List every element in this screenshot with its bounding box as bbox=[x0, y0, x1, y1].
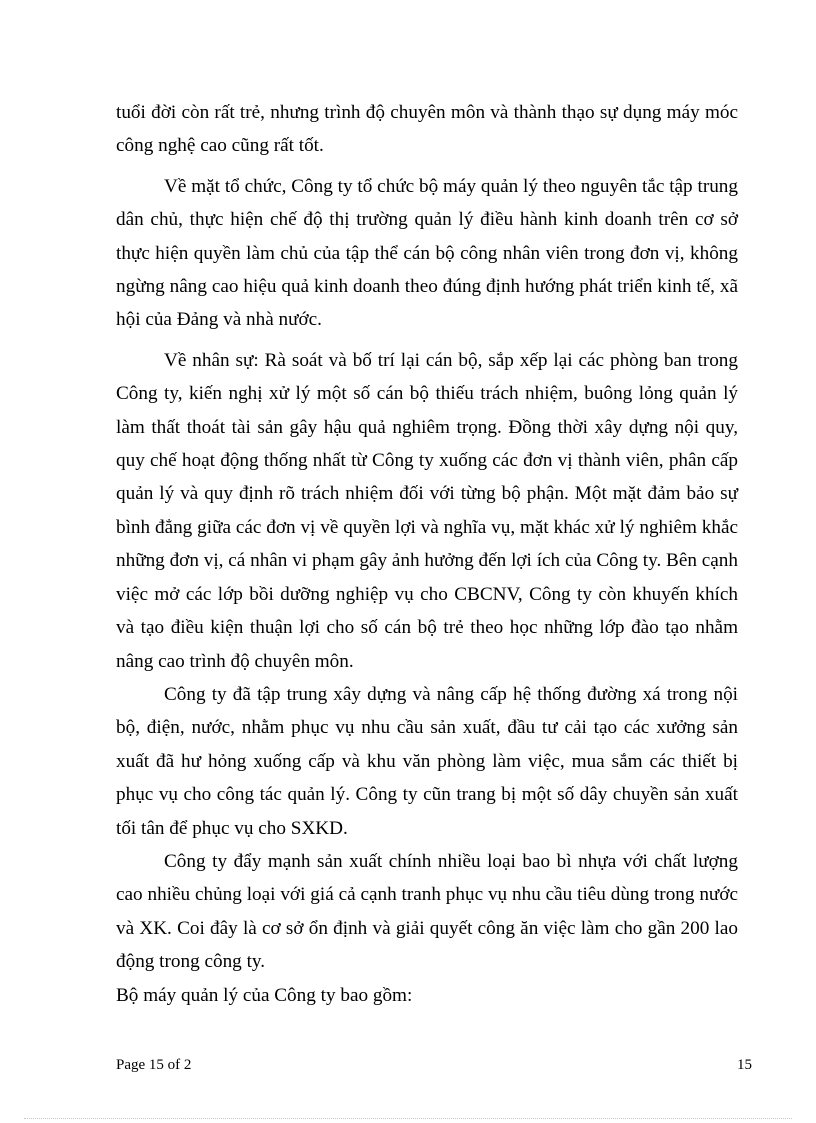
document-body bbox=[116, 96, 738, 1012]
paragraph-continuation: tuổi đời còn rất trẻ, nhưng trình độ chuyên môn và thành thạo sự dụng máy móc công nghệ cao cũng rất tốt. bbox=[116, 102, 738, 157]
paragraph-organization: Về mặt tổ chức, Công ty tổ chức bộ máy quản lý theo nguyên tắc tập trung dân chủ, thực hiện chế độ thị trường quản lý điều hành kinh doanh trên cơ sở thực hiện quyền làm chủ của tập thể cán bộ công nhân viên trong đơn vị, không ngừng nâng cao hiệu quả kinh doanh theo đúng định hướng phát triển kinh tế, xã hội của Đảng và nhà nước. bbox=[116, 175, 738, 331]
paragraph-personnel: Về nhân sự: Rà soát và bố trí lại cán bộ, sắp xếp lại các phòng ban trong Công ty, kiến nghị xử lý một số cán bộ thiếu trách nhiệm, buông lỏng quản lý làm thất thoát tài sản gây hậu quả nghiêm trọng. Đồng thời xây dựng nội quy, quy chế hoạt động thống nhất từ Công ty xuống các đơn vị thành viên, phân cấp quản lý và quy định rõ trách nhiệm đối với từng bộ phận. Một mặt đảm bảo sự bình đẳng giữa các đơn vị về quyền lợi và nghĩa vụ, mặt khác xử lý nghiêm khắc những đơn vị, cá nhân vi phạm gây ảnh hưởng đến lợi ích của Công ty. Bên cạnh việc mở các lớp bồi dưỡng nghiệp vụ cho CBCNV, Công ty còn khuyến khích và tạo điều kiện thuận lợi cho số cán bộ trẻ theo học những lớp đào tạo nhằm nâng cao trình độ chuyên môn. bbox=[116, 349, 738, 672]
footer-page-number: 15 bbox=[737, 1057, 752, 1073]
page-bottom-edge bbox=[24, 1118, 792, 1119]
paragraph-production: Công ty đẩy mạnh sản xuất chính nhiều loại bao bì nhựa với chất lượng cao nhiều chủng loại với giá cả cạnh tranh phục vụ nhu cầu tiêu dùng trong nước và XK. Coi đây là cơ sở ổn định và giải quyết công ăn việc làm cho gần 200 lao động trong công ty. bbox=[116, 850, 738, 973]
paragraph-management-heading: Bộ máy quản lý của Công ty bao gồm: bbox=[116, 984, 413, 1006]
footer-page-label: Page 15 of 2 bbox=[116, 1057, 192, 1073]
paragraph-infrastructure: Công ty đã tập trung xây dựng và nâng cấp hệ thống đường xá trong nội bộ, điện, nước, nhằm phục vụ nhu cầu sản xuất, đầu tư cải tạo các xưởng sản xuất đã hư hỏng xuống cấp và khu văn phòng làm việc, mua sắm các thiết bị phục vụ cho công tác quản lý. Công ty cũn trang bị một số dây chuyền sản xuất tối tân để phục vụ cho SXKD. bbox=[116, 683, 738, 839]
